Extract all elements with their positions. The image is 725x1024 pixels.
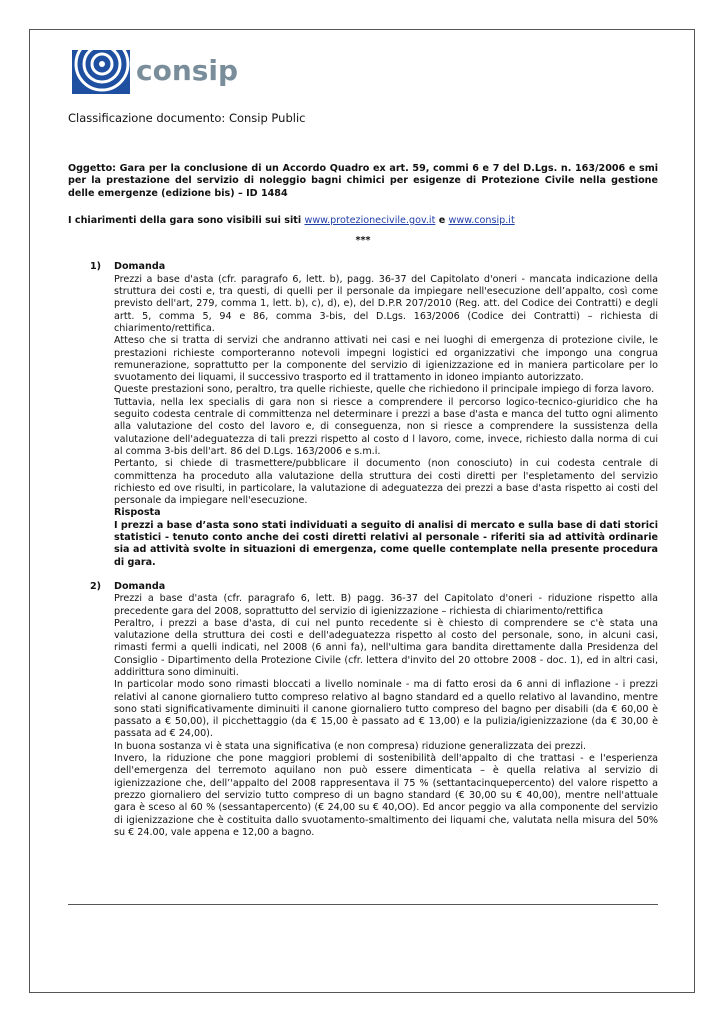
- chiarimenti-sep: e: [435, 214, 449, 226]
- logo-wordmark: consip: [136, 54, 239, 87]
- question-paragraph: Prezzi a base d'asta (cfr. paragrafo 6, lett. B) pagg. 36-37 del Capitolato d'oneri - riduzione rispetto alla precedente gara del 2008, soprattutto del servizio di igienizzazione – richiesta di chiarimento/rettifica: [114, 593, 658, 617]
- document-body: [68, 163, 658, 851]
- document-classification: Classificazione documento: Consip Public: [68, 111, 306, 125]
- subject: Oggetto: Gara per la conclusione di un Accordo Quadro ex art. 59, commi 6 e 7 del D.Lgs. n. 163/2006 e smi per la prestazione del servizio di noleggio bagni chimici per esigenze di Protezione Civile nella gestione delle emergenze (edizione bis) – ID 1484: [68, 163, 658, 199]
- consip-logo: [72, 50, 239, 98]
- answer-heading: Risposta: [114, 507, 161, 519]
- question-paragraph: Invero, la riduzione che pone maggiori problemi di sostenibilità dell'appalto di che trattasi - e l'esperienza dell'emergenza del terremoto aquilano non può essere dimenticata – è quella relativa al servizio di igienizzazione che, dell’'appalto del 2008 rappresentava il 75 % (settantacinquepercento) del valore rispetto a prezzo giornaliero del servizio tutto compreso di un bagno standard (€ 30,00 su € 40,00), mentre nell'attuale gara è sceso al 60 % (sessantapercento) (€ 24,00 su € 40,OO). Ed ancor peggio va alla componente del servizio di igienizzazione che è costituita dallo svuotamento-smaltimento dei liquami che, valutata nella misura del 50% su € 24.00, vale appena e 12,00 a bagno.: [114, 753, 658, 838]
- question-paragraph: Peraltro, i prezzi a base d'asta, di cui nel punto recedente si è chiesto di comprendere se c'è stata una valutazione della struttura dei costi e dell'adeguatezza rispetto al costo del personale, sono, in alcuni casi, rimasti fermi a quelli indicati, nel 2008 (6 anni fa), nell'ultima gara bandita direttamente dalla Presidenza del Consiglio - Dipartimento della Protezione Civile (cfr. lettera d'invito del 20 ottobre 2008 - doc. 1), ed in altri casi, addirittura sono diminuiti.: [114, 617, 658, 678]
- link-protezionecivile[interactable]: www.protezionecivile.gov.it: [304, 214, 436, 226]
- question-block: [68, 261, 658, 568]
- question-block: [68, 581, 658, 839]
- consip-logo-icon: [72, 50, 132, 96]
- question-paragraph: In buona sostanza vi è stata una significativa (e non compresa) riduzione generalizzata dei prezzi.: [114, 740, 587, 752]
- question-paragraph: Tuttavia, nella lex specialis di gara non si riesce a comprendere il percorso logico-tecnico-giuridico che ha seguito codesta centrale di committenza nel determinare i prezzi a base d'asta e manca del tutto ogni alimento alla valutazione del costo del lavoro e, di conseguenza, non si riesce a comprendere la sussistenza della valutazione dell'adeguatezza di tali prezzi rispetto al costo d l lavoro, come, invece, richiesto dalla norma di cui al comma 3-bis dell'art. 86 del D.Lgs. 163/2006 e s.m.i.: [114, 396, 658, 457]
- question-number: 1): [90, 261, 102, 273]
- chiarimenti-line: [68, 215, 658, 227]
- chiarimenti-text: I chiarimenti della gara sono visibili sui siti: [68, 214, 305, 226]
- link-consip[interactable]: www.consip.it: [448, 214, 515, 226]
- question-paragraph: In particolar modo sono rimasti bloccati a livello nominale - ma di fatto erosi da 6 anni di inflazione - i prezzi relativi al canone giornaliero tutto compreso relativo al bagno standard ed a quello relativo al lavandino, mentre sono stati significativamente diminuiti il canone giornaliero tutto compreso del bagno per disabili (da € 60,00 è passato a € 50,00), il picchettaggio (da € 15,00 è passato ad € 13,00) e la pulizia/igienizzazione (da € 30,00 è passata ad € 24,00).: [114, 679, 658, 740]
- question-title: Domanda: [114, 261, 166, 273]
- question-paragraph: Prezzi a base d'asta (cfr. paragrafo 6, lett. b), pagg. 36-37 del Capitolato d'oneri - mancata indicazione della struttura dei costi e, tra questi, di quelli per il personale da impiegare nell'esecuzione dell’appalto, così come previsto dell'art, 279, comma 1, lett. b), c), d), e), del D.P.R 207/2010 (Reg. att. del Codice dei Contratti) e degli artt. 5, comma 5, 94 e 86, comma 3-bis, del D.Lgs. 163/2006 (Codice dei Contratti) – richiesta di chiarimento/rettifica.: [114, 273, 658, 334]
- question-paragraph: Queste prestazioni sono, peraltro, tra quelle richieste, quelle che richiedono il principale impiego di forza lavoro.: [114, 384, 655, 396]
- footer-divider: [68, 904, 658, 905]
- question-number: 2): [90, 580, 102, 592]
- answer-text: I prezzi a base d’asta sono stati individuati a seguito di analisi di mercato e sulla base di dati storici statistici - tenuto conto anche dei costi diretti relativi al personale - riferiti sia ad attività ordinarie sia ad attività svolte in situazioni di emergenza, come quelle contemplate nella presente procedura di gara.: [114, 519, 658, 568]
- separator-stars: ***: [355, 235, 371, 247]
- question-paragraph: Pertanto, si chiede di trasmettere/pubblicare il documento (non conosciuto) in cui codesta centrale di committenza ha proceduto alla valutazione della struttura dei costi diretti per l'espletamento del servizio richiesto ed ove risulti, in particolare, la valutazione di adeguatezza dei prezzi a base d'asta rispetto ai costi del personale da impiegare nell'esecuzione.: [114, 458, 658, 507]
- question-paragraph: Atteso che si tratta di servizi che andranno attivati nei casi e nei luoghi di emergenza di protezione civile, le prestazioni richieste comporteranno notevoli impegni logistici ed organizzativi che impongo una congrua remunerazione, soprattutto per la componente del servizio di igienizzazione ed in maniera particolare per lo svuotamento dei liquami, il successivo trasporto ed il trattamento in idoneo impianto autorizzato.: [114, 335, 658, 384]
- question-title: Domanda: [114, 580, 166, 592]
